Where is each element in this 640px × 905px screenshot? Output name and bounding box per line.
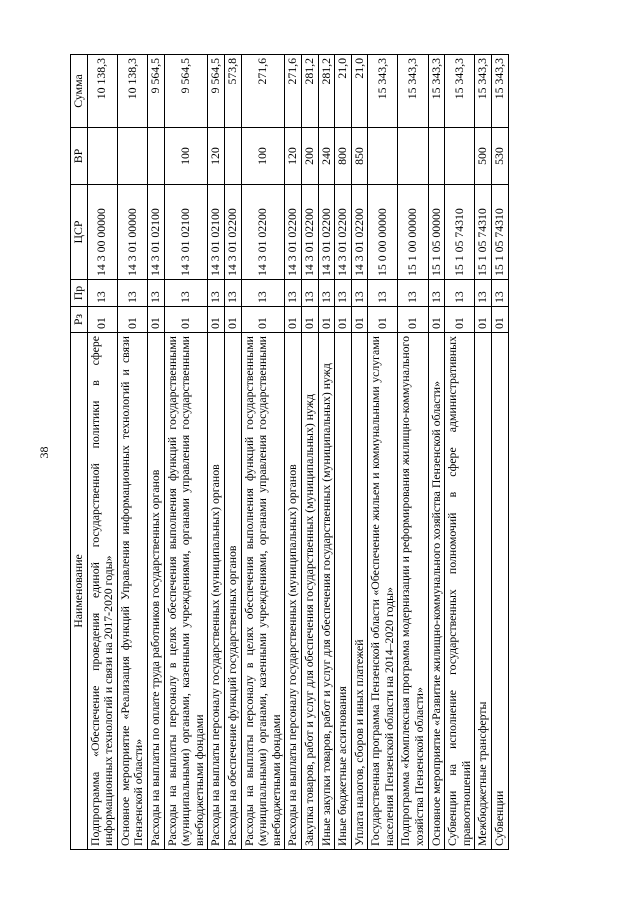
budget-table	[70, 54, 509, 850]
cell-csr: 14 3 01 02200	[351, 185, 368, 280]
cell-rz: 01	[164, 307, 208, 333]
cell-sum: 9 564,5	[208, 55, 225, 128]
cell-pr: 13	[285, 280, 302, 307]
header-sum: Сумма	[71, 55, 88, 128]
cell-name: Расходы на обеспечение функций государственных органов	[224, 333, 241, 850]
cell-vr: 200	[301, 128, 318, 185]
cell-name: Субвенции на исполнение государственных полномочий в сфере административных правоотношений	[445, 333, 475, 850]
cell-name: Расходы на выплаты персоналу в целях обеспечения выполнения функций государственными (муниципальными) органами, казенными учреждениями, органами управления государственными внебюджетными фондами	[164, 333, 208, 850]
cell-pr: 13	[368, 280, 398, 307]
cell-name: Расходы на выплаты персоналу государственных (муниципальных) органов	[208, 333, 225, 850]
cell-name: Иные бюджетные ассигнования	[335, 333, 352, 850]
cell-vr	[428, 128, 445, 185]
cell-name: Основное мероприятие «Развитие жилищно-коммунального хозяйства Пензенской области»	[428, 333, 445, 850]
cell-vr: 240	[318, 128, 335, 185]
cell-sum: 271,6	[241, 55, 285, 128]
cell-rz: 01	[398, 307, 428, 333]
cell-rz: 01	[224, 307, 241, 333]
cell-vr	[117, 128, 147, 185]
cell-rz: 01	[285, 307, 302, 333]
cell-pr: 13	[492, 280, 509, 307]
cell-pr: 13	[224, 280, 241, 307]
cell-sum: 15 343,3	[368, 55, 398, 128]
table-row	[164, 55, 208, 850]
cell-rz: 01	[318, 307, 335, 333]
header-pr: Пр	[71, 280, 88, 307]
cell-pr: 13	[208, 280, 225, 307]
table-row	[368, 55, 398, 850]
cell-vr	[87, 128, 117, 185]
cell-csr: 15 1 05 74310	[445, 185, 475, 280]
table-row	[351, 55, 368, 850]
cell-sum: 15 343,3	[492, 55, 509, 128]
table-body	[87, 55, 508, 850]
cell-rz: 01	[445, 307, 475, 333]
cell-name: Расходы на выплаты по оплате труда работников государственных органов	[147, 333, 164, 850]
cell-pr: 13	[445, 280, 475, 307]
cell-name: Межбюджетные трансферты	[475, 333, 492, 850]
table-row	[301, 55, 318, 850]
cell-sum: 271,6	[285, 55, 302, 128]
cell-rz: 01	[301, 307, 318, 333]
table-row	[318, 55, 335, 850]
cell-rz: 01	[335, 307, 352, 333]
cell-sum: 15 343,3	[475, 55, 492, 128]
cell-name: Основное мероприятие «Реализация функций Управления информационных технологий и связи Пензенской области»	[117, 333, 147, 850]
cell-sum: 15 343,3	[398, 55, 428, 128]
cell-csr: 14 3 01 02100	[208, 185, 225, 280]
cell-name: Субвенции	[492, 333, 509, 850]
cell-sum: 10 138,3	[87, 55, 117, 128]
table-row	[147, 55, 164, 850]
cell-name: Закупка товаров, работ и услуг для обеспечения государственных (муниципальных) нужд	[301, 333, 318, 850]
cell-csr: 14 3 01 02200	[318, 185, 335, 280]
cell-csr: 14 3 00 00000	[87, 185, 117, 280]
table-row	[117, 55, 147, 850]
cell-vr: 100	[164, 128, 208, 185]
cell-csr: 15 1 05 74310	[475, 185, 492, 280]
cell-rz: 01	[241, 307, 285, 333]
cell-name: Расходы на выплаты персоналу государственных (муниципальных) органов	[285, 333, 302, 850]
cell-sum: 9 564,5	[164, 55, 208, 128]
cell-rz: 01	[87, 307, 117, 333]
cell-sum: 10 138,3	[117, 55, 147, 128]
cell-rz: 01	[368, 307, 398, 333]
cell-vr: 120	[208, 128, 225, 185]
cell-csr: 15 1 05 00000	[428, 185, 445, 280]
cell-pr: 13	[147, 280, 164, 307]
cell-pr: 13	[164, 280, 208, 307]
cell-sum: 281,2	[301, 55, 318, 128]
cell-pr: 13	[428, 280, 445, 307]
cell-vr	[445, 128, 475, 185]
table-row	[492, 55, 509, 850]
table-row	[87, 55, 117, 850]
cell-vr	[224, 128, 241, 185]
cell-csr: 15 1 00 00000	[398, 185, 428, 280]
rotated-page-content	[37, 55, 509, 850]
cell-csr: 14 3 01 02200	[301, 185, 318, 280]
cell-csr: 14 3 01 02100	[147, 185, 164, 280]
cell-vr: 100	[241, 128, 285, 185]
table-row	[335, 55, 352, 850]
cell-vr: 530	[492, 128, 509, 185]
cell-csr: 14 3 01 02200	[224, 185, 241, 280]
table-row	[475, 55, 492, 850]
cell-csr: 15 1 05 74310	[492, 185, 509, 280]
cell-csr: 15 0 00 00000	[368, 185, 398, 280]
cell-sum: 15 343,3	[445, 55, 475, 128]
cell-rz: 01	[117, 307, 147, 333]
table-row	[445, 55, 475, 850]
header-vr: ВР	[71, 128, 88, 185]
cell-pr: 13	[117, 280, 147, 307]
cell-name: Иные закупки товаров, работ и услуг для обеспечения государственных (муниципальных) нужд	[318, 333, 335, 850]
header-rz: Рз	[71, 307, 88, 333]
cell-name: Уплата налогов, сборов и иных платежей	[351, 333, 368, 850]
cell-vr: 800	[335, 128, 352, 185]
cell-sum: 21,0	[335, 55, 352, 128]
cell-vr: 500	[475, 128, 492, 185]
cell-rz: 01	[147, 307, 164, 333]
cell-vr: 850	[351, 128, 368, 185]
table-row	[428, 55, 445, 850]
header-name: Наименование	[71, 333, 88, 850]
cell-pr: 13	[335, 280, 352, 307]
cell-csr: 14 3 01 02200	[285, 185, 302, 280]
cell-csr: 14 3 01 02200	[241, 185, 285, 280]
cell-name: Подпрограмма «Обеспечение проведения единой государственной политики в сфере информационных технологий и связи на 2017-2020 годы»	[87, 333, 117, 850]
cell-rz: 01	[428, 307, 445, 333]
cell-rz: 01	[492, 307, 509, 333]
cell-name: Государственная программа Пензенской области «Обеспечение жильем и коммунальными услугами населения Пензенской области на 2014–2020 годы»	[368, 333, 398, 850]
table-row	[285, 55, 302, 850]
cell-vr: 120	[285, 128, 302, 185]
cell-vr	[147, 128, 164, 185]
table-row	[398, 55, 428, 850]
cell-pr: 13	[398, 280, 428, 307]
cell-csr: 14 3 01 02200	[335, 185, 352, 280]
cell-vr	[368, 128, 398, 185]
cell-rz: 01	[475, 307, 492, 333]
cell-name: Расходы на выплаты персоналу в целях обеспечения выполнения функций государственными (муниципальными) органами, казенными учреждениями, органами управления государственными внебюджетными фондами	[241, 333, 285, 850]
cell-sum: 9 564,5	[147, 55, 164, 128]
table-row	[241, 55, 285, 850]
cell-pr: 13	[87, 280, 117, 307]
table-row	[208, 55, 225, 850]
cell-sum: 21,0	[351, 55, 368, 128]
cell-pr: 13	[351, 280, 368, 307]
cell-sum: 15 343,3	[428, 55, 445, 128]
cell-csr: 14 3 01 02100	[164, 185, 208, 280]
header-csr: ЦСР	[71, 185, 88, 280]
cell-pr: 13	[241, 280, 285, 307]
table-row	[224, 55, 241, 850]
cell-pr: 13	[475, 280, 492, 307]
cell-rz: 01	[351, 307, 368, 333]
cell-vr	[398, 128, 428, 185]
cell-pr: 13	[301, 280, 318, 307]
cell-sum: 281,2	[318, 55, 335, 128]
cell-sum: 573,8	[224, 55, 241, 128]
cell-rz: 01	[208, 307, 225, 333]
cell-name: Подпрограмма «Комплексная программа модернизации и реформирования жилищно-коммунального хозяйства Пензенской области»	[398, 333, 428, 850]
page-number: 38	[37, 446, 51, 459]
cell-pr: 13	[318, 280, 335, 307]
table-header-row	[71, 55, 88, 850]
cell-csr: 14 3 01 00000	[117, 185, 147, 280]
